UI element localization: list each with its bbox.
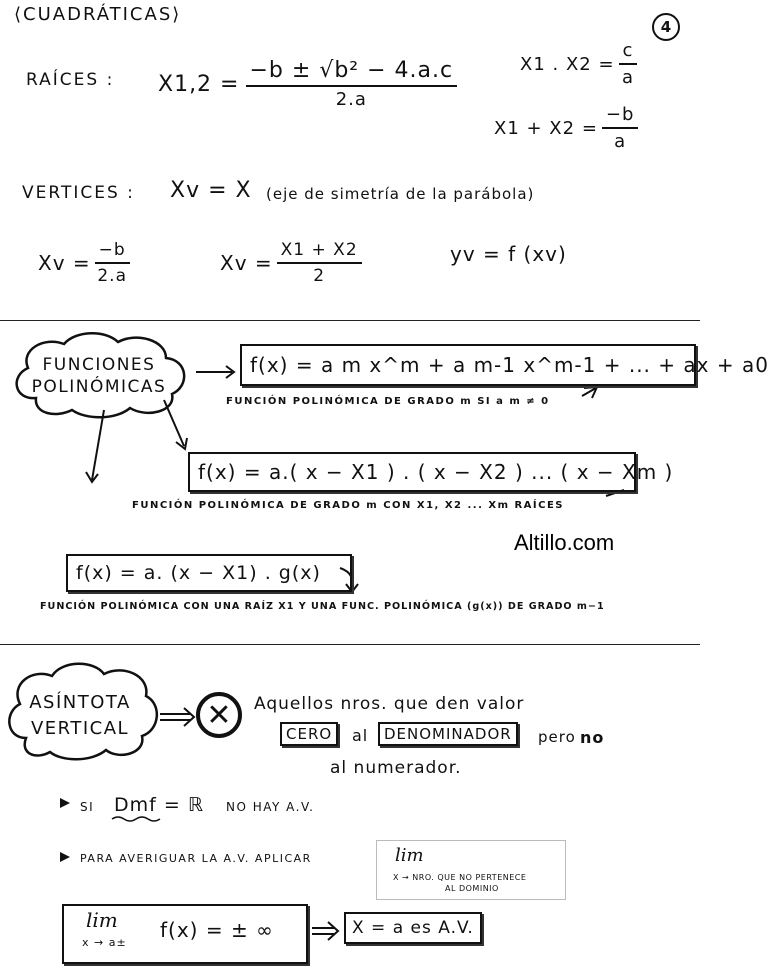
cero-box-text: CERO — [286, 725, 333, 743]
limit-definition-lim: lim — [395, 845, 424, 866]
roots-sum-denominator: a — [614, 131, 627, 152]
xv-formula-2-lhs: Xv = — [220, 251, 273, 275]
circled-x-icon: ✕ — [196, 692, 242, 738]
roots-sum-lhs: X1 + X2 = — [494, 117, 598, 139]
roots-product-denominator: a — [621, 67, 635, 88]
final-result-text: X = a es A.V. — [352, 918, 474, 938]
asymptote-desc-line-3: al numerador. — [330, 758, 462, 778]
xv-formula-2-denominator: 2 — [313, 266, 326, 286]
dmf-wavy-underline — [112, 815, 162, 823]
no-text: no — [580, 728, 605, 747]
final-limit-box — [62, 904, 308, 964]
implies-arrow — [312, 922, 338, 940]
bullet-icon-1 — [60, 798, 70, 808]
bullet-icon-2 — [60, 852, 70, 862]
xv-equals-x: Xv = X — [170, 178, 252, 203]
denominador-box-text: DENOMINADOR — [384, 725, 512, 743]
asymptote-desc-line-1: Aquellos nros. que den valor — [254, 694, 525, 714]
xv-formula-2-numerator: X1 + X2 — [277, 240, 362, 264]
cloud-label-asymptote-line-2: VERTICAL — [30, 718, 130, 739]
limit-definition-sub-line-2: AL DOMINIO — [445, 884, 499, 893]
cero-box — [280, 722, 338, 746]
page-number: 4 — [660, 18, 672, 36]
bullet-1-si: SI — [80, 800, 95, 814]
yv-formula: yv = f (xv) — [450, 242, 567, 266]
final-limit-sub: x → a± — [82, 936, 127, 949]
cloud-label-polynomials-line-1: FUNCIONES — [42, 355, 156, 375]
symmetry-axis-note: (eje de simetría de la parábola) — [266, 185, 535, 203]
xv-formula-1-denominator: 2.a — [97, 266, 127, 286]
xv-formula-1-numerator: −b — [95, 240, 130, 264]
limit-definition-sub-line-1: X → NRO. QUE NO PERTENECE — [393, 873, 527, 882]
raices-label: RAÍCES : — [26, 70, 115, 90]
roots-sum-numerator: −b — [602, 104, 639, 129]
factored-polynomial-caption: FUNCIÓN POLINÓMICA DE GRADO m CON X1, X2 ... Xm RAÍCES — [132, 500, 565, 511]
quadratic-formula-lhs: X1,2 = — [158, 71, 240, 97]
roots-product-lhs: X1 . X2 = — [520, 53, 615, 75]
watermark-text: Altillo.com — [514, 530, 615, 555]
general-polynomial-caption: FUNCIÓN POLINÓMICA DE GRADO m SI a m ≠ 0 — [226, 396, 550, 407]
quadratic-formula-numerator: −b ± √b² − 4.a.c — [246, 58, 458, 87]
section-title: ⟨CUADRÁTICAS⟩ — [14, 4, 182, 25]
quadratic-formula-denominator: 2.a — [335, 89, 367, 110]
bullet-1-dmf: Dmf = ℝ — [114, 794, 204, 816]
pero-text: pero — [538, 728, 576, 746]
general-polynomial-formula-text: f(x) = a m x^m + a m-1 x^m-1 + ... + ax + a0 — [250, 353, 769, 377]
limit-definition-box — [376, 840, 566, 900]
roots-product-numerator: c — [619, 40, 638, 65]
final-limit-expr: f(x) = ± ∞ — [160, 918, 274, 942]
single-root-formula-text: f(x) = a. (x − X1) . g(x) — [76, 562, 321, 584]
vertices-label: VERTICES : — [22, 183, 135, 203]
bullet-2-text: PARA AVERIGUAR LA A.V. APLICAR — [80, 852, 312, 865]
al-text: al — [352, 726, 369, 745]
denominador-box — [378, 722, 518, 746]
xv-formula-1-lhs: Xv = — [38, 251, 91, 275]
cloud-label-polynomials-line-2: POLINÓMICAS — [31, 377, 167, 397]
bullet-1-rest: NO HAY A.V. — [226, 800, 315, 814]
factored-polynomial-formula-text: f(x) = a.( x − X1 ) . ( x − X2 ) ... ( x − Xm ) — [198, 460, 674, 484]
single-root-caption: FUNCIÓN POLINÓMICA CON UNA RAÍZ X1 Y UNA FUNC. POLINÓMICA (g(x)) DE GRADO m−1 — [40, 601, 605, 612]
double-arrow-to-x-icon — [160, 708, 194, 726]
cloud-label-asymptote-line-1: ASÍNTOTA — [29, 692, 131, 713]
final-limit-lim: lim — [86, 908, 118, 932]
final-result-box — [344, 912, 482, 944]
